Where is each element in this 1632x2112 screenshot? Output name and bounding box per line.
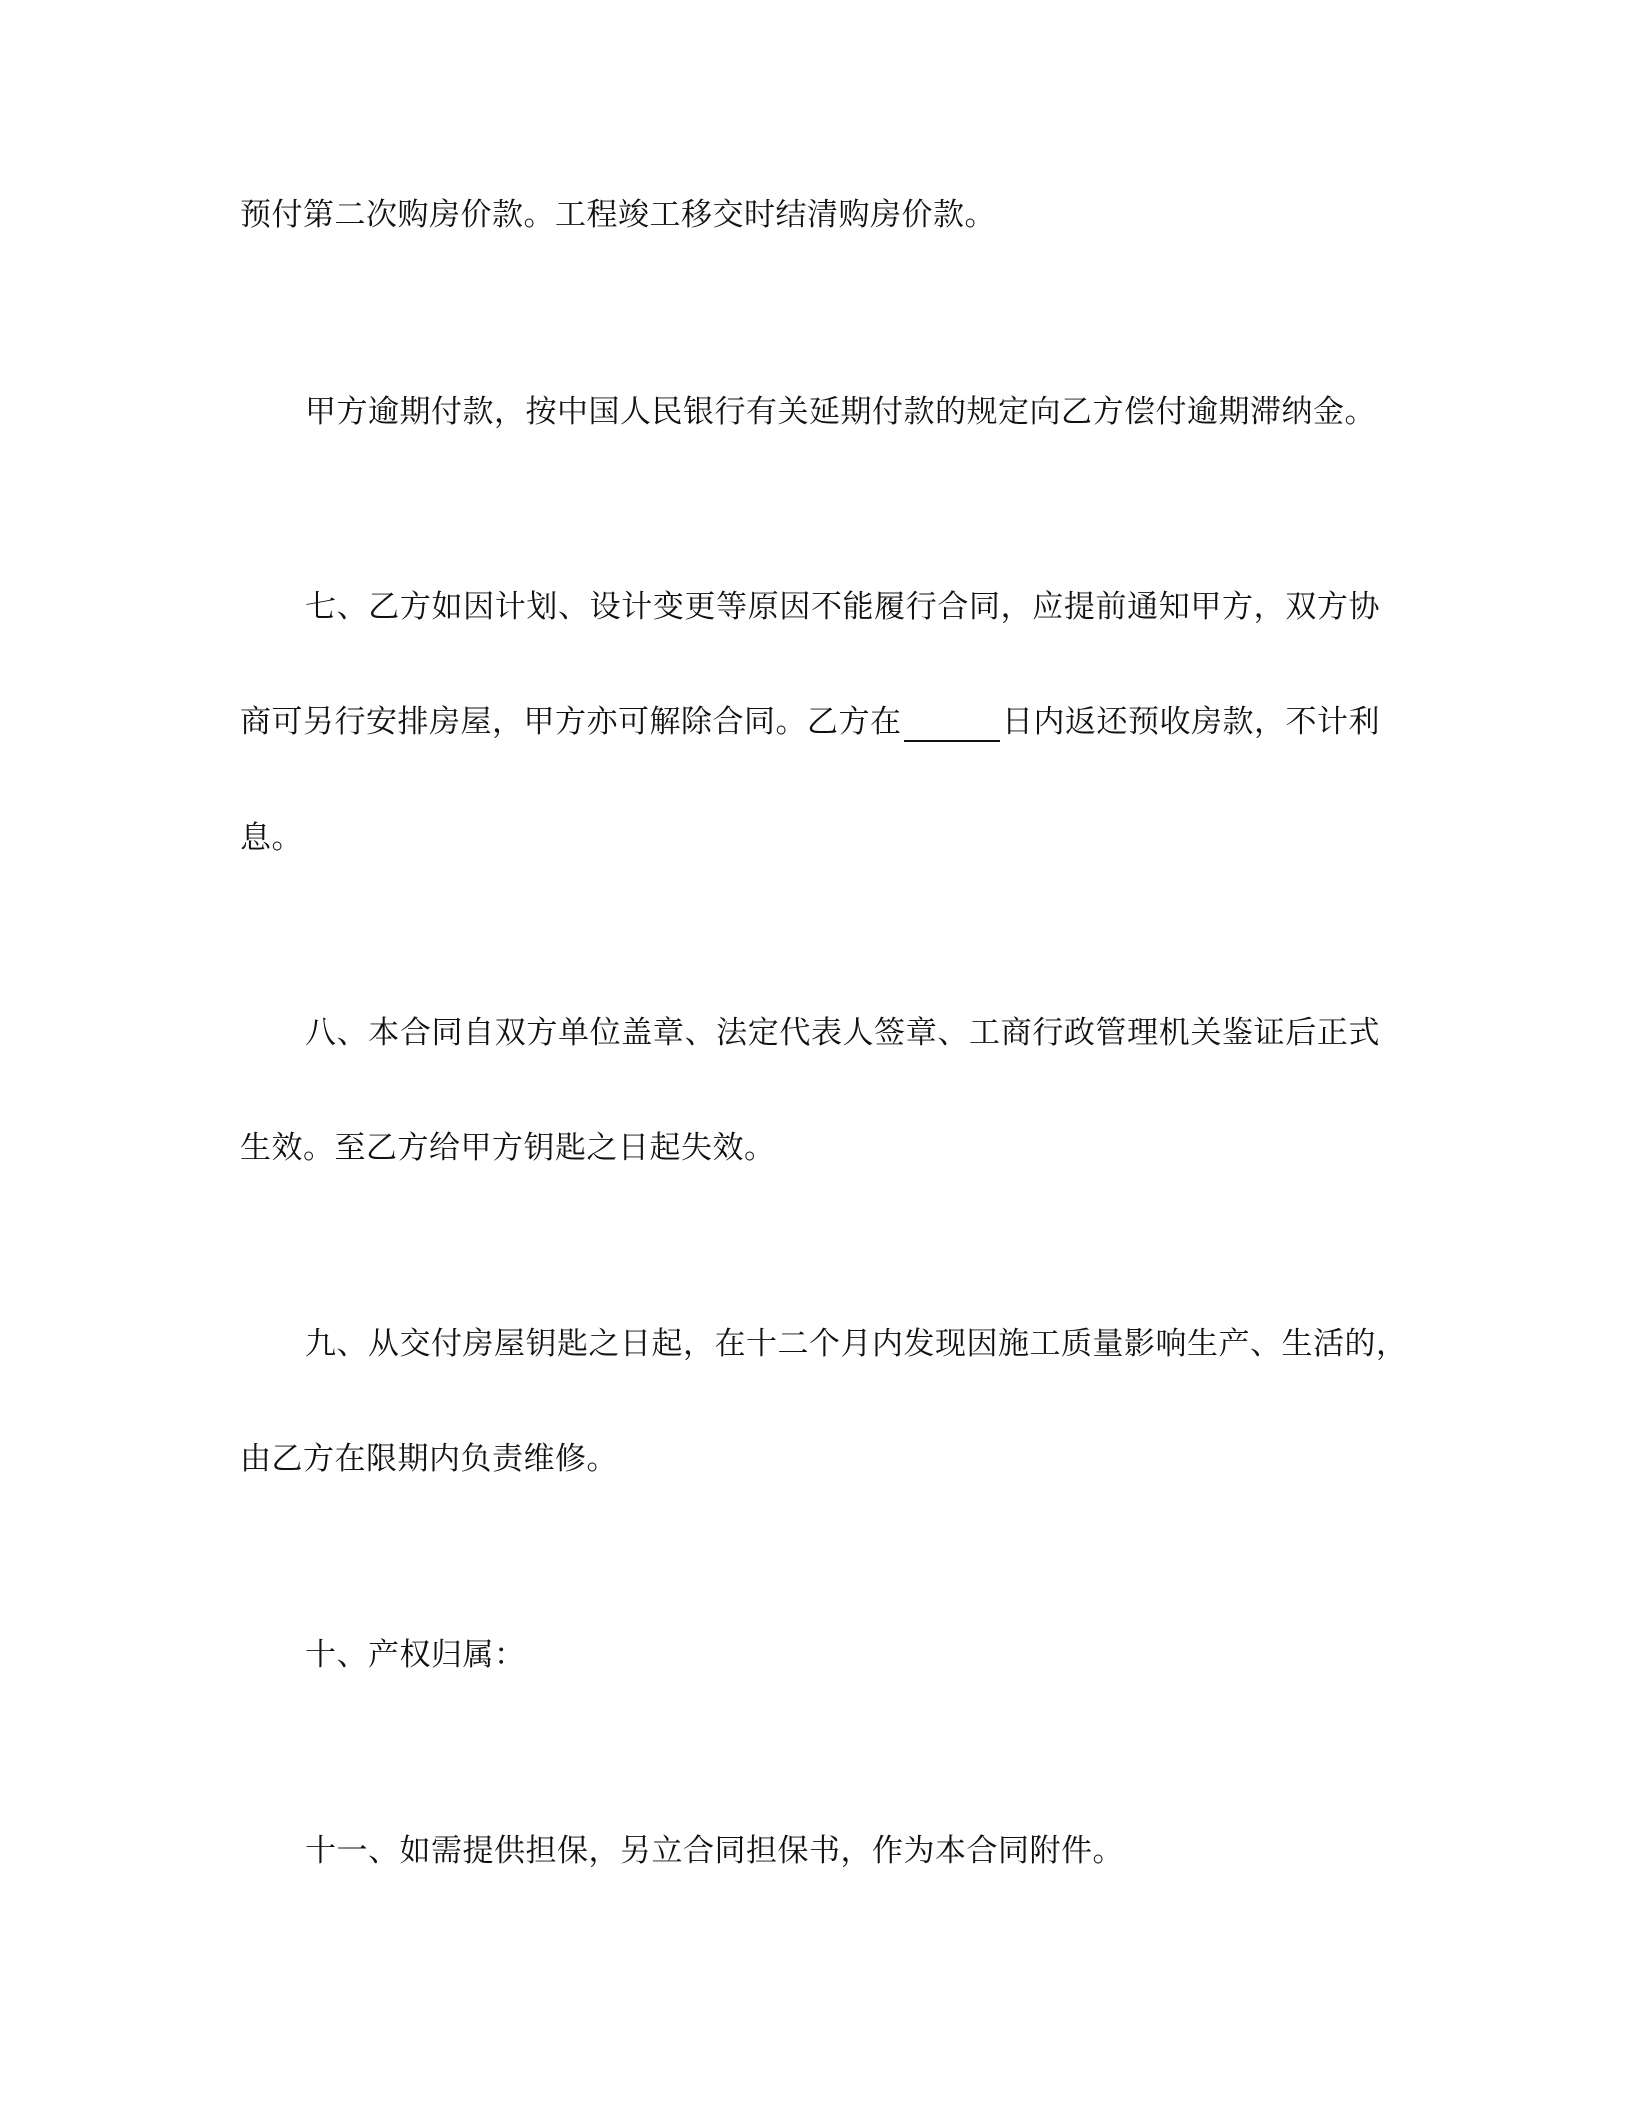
paragraph-line: 七、乙方如因计划、设计变更等原因不能履行合同，应提前通知甲方，双方协 xyxy=(305,589,1380,625)
paragraph-line: 预付第二次购房价款。工程竣工移交时结清购房价款。 xyxy=(240,197,996,233)
paragraph-line: 息。 xyxy=(240,820,303,856)
paragraph-line: 生效。至乙方给甲方钥匙之日起失效。 xyxy=(240,1130,776,1166)
paragraph-line: 甲方逾期付款，按中国人民银行有关延期付款的规定向乙方偿付逾期滞纳金。 xyxy=(305,394,1376,430)
paragraph-line: 由乙方在限期内负责维修。 xyxy=(240,1441,618,1477)
paragraph-line: 十、产权归属： xyxy=(305,1637,526,1673)
paragraph-line: 九、从交付房屋钥匙之日起，在十二个月内发现因施工质量影响生产、生活的， xyxy=(305,1326,1408,1362)
paragraph-line: 八、本合同自双方单位盖章、法定代表人签章、工商行政管理机关鉴证后正式 xyxy=(305,1015,1380,1051)
paragraph-line-with-blank xyxy=(240,702,1380,742)
fill-in-blank[interactable] xyxy=(904,710,1000,742)
paragraph-text: 日内返还预收房款，不计利 xyxy=(1002,704,1380,740)
paragraph-text: 商可另行安排房屋，甲方亦可解除合同。乙方在 xyxy=(240,704,902,740)
paragraph-line: 十一、如需提供担保，另立合同担保书，作为本合同附件。 xyxy=(305,1833,1124,1869)
